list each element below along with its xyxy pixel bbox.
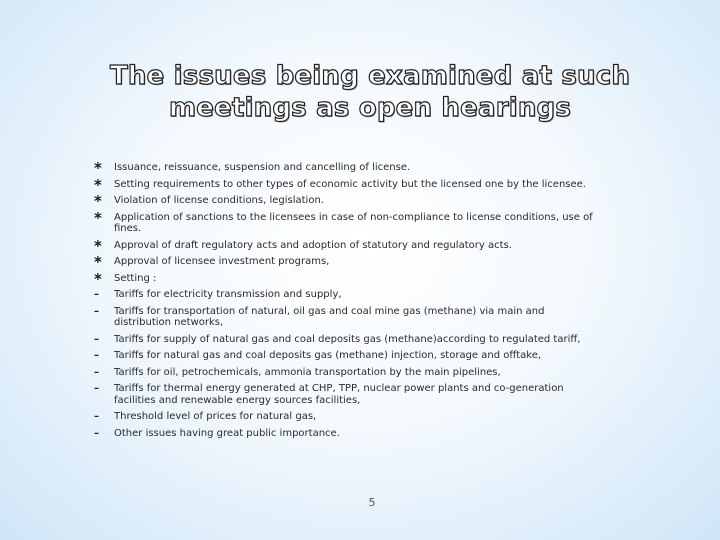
list-item: [94, 175, 594, 194]
dash-bullet-icon: –: [94, 305, 99, 317]
dash-bullet-icon: –: [94, 366, 99, 378]
list-item-text: Issuance, reissuance, suspension and cancelling of license.: [114, 162, 411, 173]
list-item-text: Threshold level of prices for natural gas,: [114, 411, 317, 422]
dash-bullet-icon: –: [94, 411, 99, 422]
slide-title: The issues being examined at such meetings as open hearings: [109, 61, 631, 123]
list-item: [94, 334, 594, 346]
list-item: [94, 306, 594, 329]
list-item-text: Approval of licensee investment programs,: [114, 256, 330, 267]
list-item-text: Other issues having great public importance.: [114, 427, 340, 439]
dash-bullet-icon: –: [94, 383, 99, 394]
list-item-text: Application of sanctions to the licensees in case of non-compliance to license conditions, use of fines.: [114, 211, 593, 234]
list-item-text: Tariffs for natural gas and coal deposits gas (methane) injection, storage and offtake,: [114, 350, 542, 361]
asterisk-bullet-icon: *: [94, 208, 102, 227]
list-item-text: Tariffs for electricity transmission and supply,: [114, 289, 342, 300]
list-item-text: Setting requirements to other types of economic activity but the licensed one by the licensee.: [114, 178, 586, 190]
list-item: [94, 236, 594, 255]
asterisk-bullet-icon: *: [94, 269, 102, 288]
list-item: [94, 269, 594, 288]
dash-bullet-icon: –: [94, 350, 99, 361]
asterisk-bullet-icon: *: [94, 236, 102, 255]
list-item-text: Approval of draft regulatory acts and adoption of statutory and regulatory acts.: [114, 239, 512, 251]
list-item: [94, 159, 594, 177]
dash-bullet-icon: –: [94, 333, 99, 345]
dash-bullet-icon: –: [94, 289, 99, 300]
list-item: [94, 208, 594, 235]
list-item-text: Tariffs for oil, petrochemicals, ammonia transportation by the main pipelines,: [114, 366, 501, 378]
list-item-text: Tariffs for transportation of natural, oil gas and coal mine gas (methane) via main and distribution networks,: [114, 305, 545, 328]
list-item: [94, 411, 594, 423]
list-item: [94, 289, 594, 301]
list-item-text: Tariffs for thermal energy generated at CHP, TPP, nuclear power plants and co-generation facilities and renewable energy sources facilities,: [114, 383, 564, 406]
asterisk-bullet-icon: *: [94, 159, 102, 177]
asterisk-bullet-icon: *: [94, 253, 102, 271]
dash-bullet-icon: –: [94, 427, 99, 439]
asterisk-bullet-icon: *: [94, 192, 102, 210]
page-number: 5: [368, 496, 376, 509]
asterisk-bullet-icon: *: [94, 175, 102, 194]
list-item-text: Setting :: [114, 272, 157, 284]
list-item: [94, 192, 594, 210]
list-item-text: Violation of license conditions, legislation.: [114, 195, 324, 206]
list-item: [94, 428, 594, 440]
list-item: [94, 253, 594, 271]
issues-list: [94, 159, 594, 444]
list-item: [94, 367, 594, 379]
list-item-text: Tariffs for supply of natural gas and coal deposits gas (methane)according to regulated tariff,: [114, 333, 581, 345]
list-item: [94, 350, 594, 362]
list-item: [94, 383, 594, 406]
